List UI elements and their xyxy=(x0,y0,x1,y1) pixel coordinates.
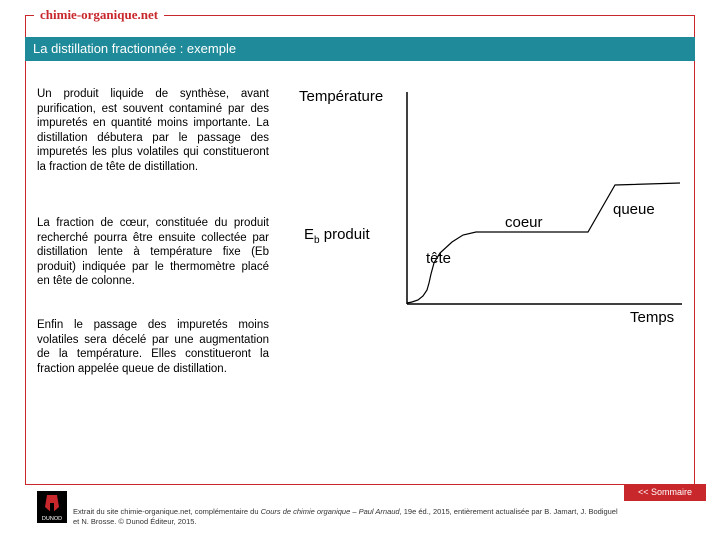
sommaire-button[interactable]: << Sommaire xyxy=(624,484,706,501)
paragraph-queue: Enfin le passage des impuretés moins volatiles sera décelé par une augmentation de la température. Elles constitueront la fraction appelée queue de distillation. xyxy=(37,319,269,375)
slide-title: La distillation fractionnée : exemple xyxy=(25,37,695,61)
dunod-logo xyxy=(37,491,67,523)
footer-credit: Extrait du site chimie-organique.net, complémentaire du Cours de chimie organique – Paul Arnaud, 19e éd., 2015, entièrement actualisée par B. Jamart, J. Bodiguel et N. Brosse. © Dunod Éditeur, 2015. xyxy=(73,507,618,526)
tete-label: tête xyxy=(426,250,452,267)
queue-label: queue xyxy=(613,201,655,218)
y-axis-label: Température xyxy=(299,88,384,105)
eb-produit-label: $E_b$ produit xyxy=(304,226,370,246)
coeur-label: coeur xyxy=(505,214,543,231)
x-axis-label: Temps xyxy=(630,309,675,326)
site-name[interactable]: chimie-organique.net xyxy=(34,7,164,23)
paragraph-coeur: La fraction de cœur, constituée du produit recherché pourra être ensuite collectée par distillation lente à température fixe (Eb produit) indiquée par le thermomètre placé en tête de colonne. xyxy=(37,217,269,288)
svg-text:DUNOD: DUNOD xyxy=(41,516,63,522)
paragraph-intro: Un produit liquide de synthèse, avant purification, est souvent contaminé par des impuretés en quantité moins importante. La distillation débutera par le passage des impuretés les plus volatiles qui constitueront la fraction de tête de distillation. xyxy=(37,88,269,173)
